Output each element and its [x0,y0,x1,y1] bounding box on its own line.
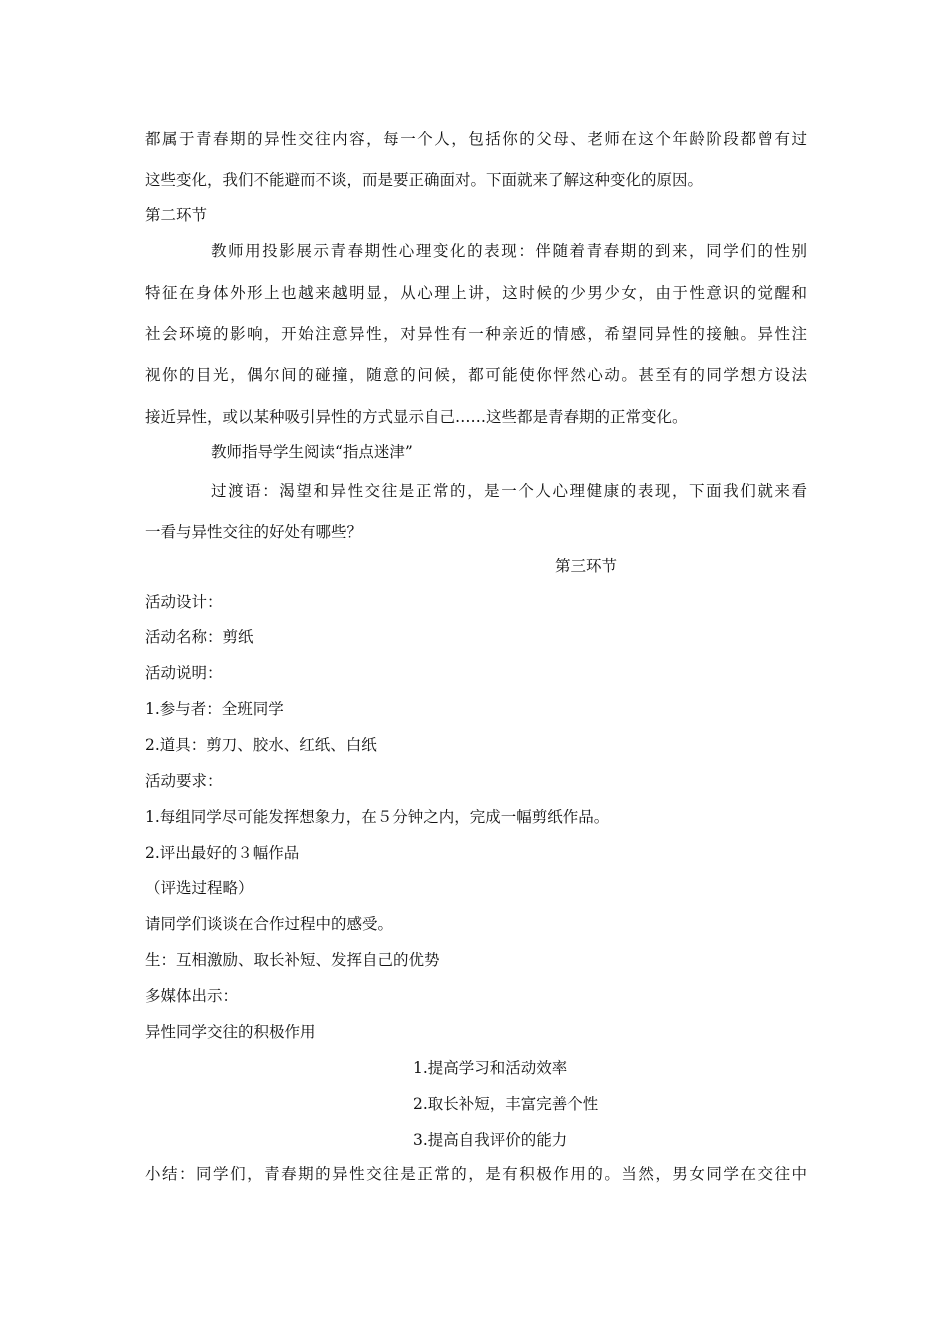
list-item: 2.取长补短，丰富完善个性 [413,1095,599,1113]
paragraph-line: 小结：同学们，青春期的异性交往是正常的，是有积极作用的。当然，男女同学在交往中 [145,1165,807,1183]
text-line: 生：互相激励、取长补短、发挥自己的优势 [145,951,440,969]
section-heading: 第二环节 [145,206,208,224]
list-item: 1.参与者：全班同学 [145,700,284,718]
paragraph-line: 接近异性，或以某种吸引异性的方式显示自己……这些都是青春期的正常变化。 [145,408,688,426]
text-line: 活动说明： [145,664,223,682]
paragraph-line: 一看与异性交往的好处有哪些？ [145,523,363,541]
text-line: 活动名称：剪纸 [145,628,254,646]
paragraph-line: 教师用投影展示青春期性心理变化的表现：伴随着青春期的到来，同学们的性别 [211,242,807,260]
list-item: 2.道具：剪刀、胶水、红纸、白纸 [145,736,377,754]
text-line: （评选过程略） [145,879,254,897]
list-item: 1.每组同学尽可能发挥想象力，在５分钟之内，完成一幅剪纸作品。 [145,808,610,826]
section-heading: 第三环节 [555,557,618,575]
text-line: 活动设计： [145,593,223,611]
list-item: 3.提高自我评价的能力 [413,1131,568,1149]
text-line: 活动要求： [145,772,223,790]
paragraph-line: 这些变化，我们不能避而不谈，而是要正确面对。下面就来了解这种变化的原因。 [145,171,704,189]
paragraph-line: 社会环境的影响，开始注意异性，对异性有一种亲近的情感，希望同异性的接触。异性注 [145,325,807,343]
text-line: 请同学们谈谈在合作过程中的感受。 [145,915,394,933]
paragraph-line: 都属于青春期的异性交往内容，每一个人，包括你的父母、老师在这个年龄阶段都曾有过 [145,130,807,148]
text-line: 多媒体出示： [145,987,239,1005]
paragraph-line: 特征在身体外形上也越来越明显，从心理上讲，这时候的少男少女，由于性意识的觉醒和 [145,284,807,302]
list-item: 2.评出最好的３幅作品 [145,844,300,862]
paragraph-line: 视你的目光，偶尔间的碰撞，随意的问候，都可能使你怦然心动。甚至有的同学想方设法 [145,366,807,384]
paragraph-line: 教师指导学生阅读“指点迷津” [211,443,413,461]
paragraph-line: 过渡语：渴望和异性交往是正常的，是一个人心理健康的表现，下面我们就来看 [211,482,807,500]
text-line: 异性同学交往的积极作用 [145,1023,316,1041]
list-item: 1.提高学习和活动效率 [413,1059,568,1077]
